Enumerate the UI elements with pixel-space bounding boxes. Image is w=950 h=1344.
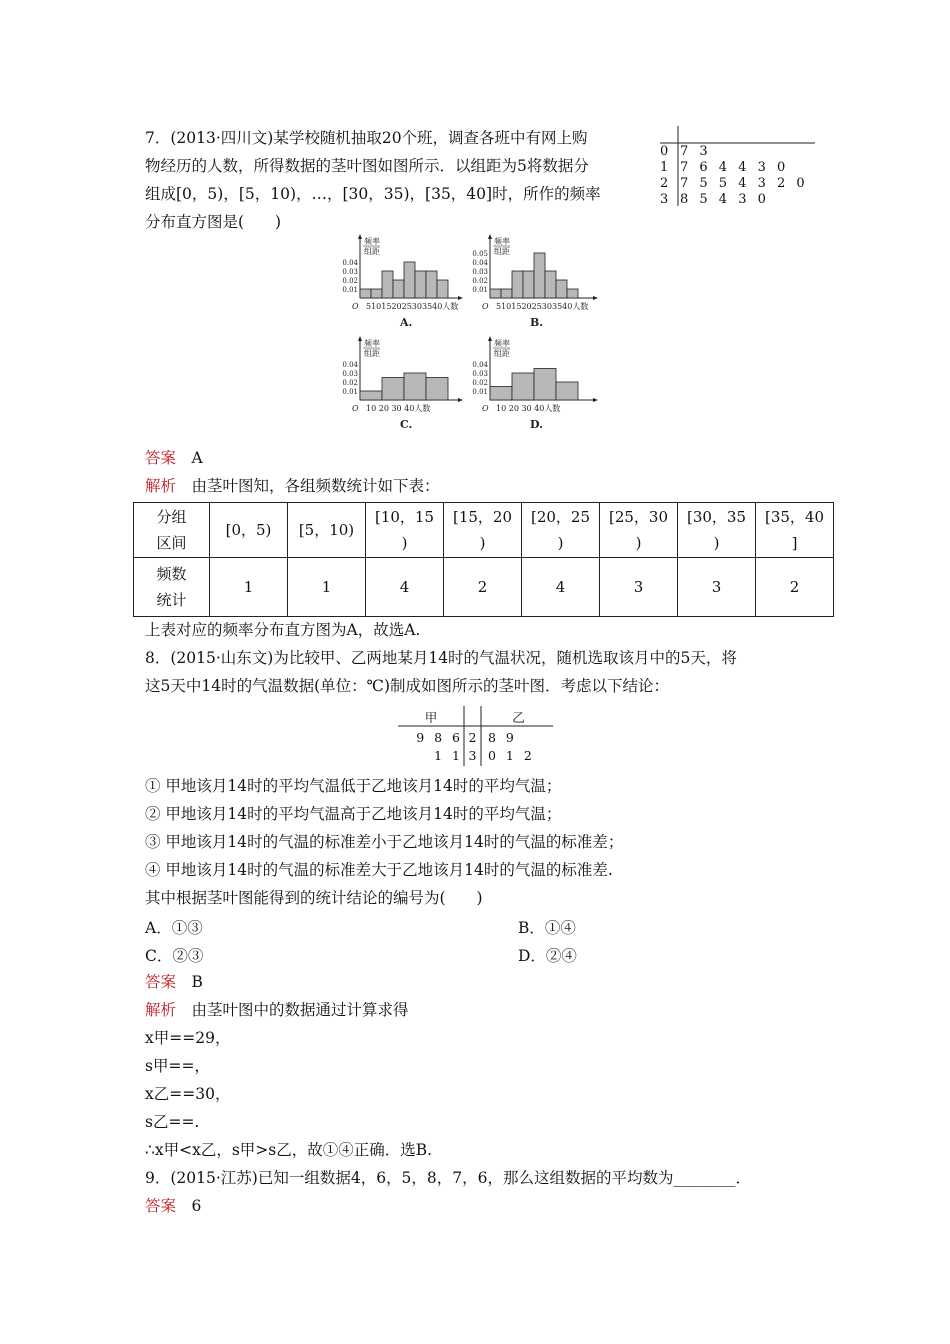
table-cell [756,503,834,558]
table-cell [522,558,600,617]
q8-stem-leaf-plot [398,706,558,768]
x-arrow [593,398,598,402]
cell-text: ) [401,534,408,552]
cell-text: ) [635,534,642,552]
y-arrow [358,234,362,239]
left-leaves: 9 8 6 [416,730,460,745]
histogram-bar [360,289,371,298]
q7-line-1: 7．(2013·四川文)某学校随机抽取20个班，调查各班中有网上购 [145,129,588,147]
origin-label: O [352,302,359,311]
histogram-bar [501,289,512,298]
histogram-bar [567,289,578,298]
origin-label: O [352,404,359,413]
cell-text: [0，5) [225,521,272,539]
y-label-bottom: 组距 [364,247,380,256]
y-label-top: 频率 [364,237,380,246]
table-cell [210,558,288,617]
y-arrow [488,336,492,341]
histogram-bar [426,378,448,401]
histogram-bar [426,271,437,298]
table-cell [134,558,210,617]
table-cell [288,503,366,558]
q8-option-a: A．①③ [145,919,203,937]
y-tick-label: 0.01 [472,388,488,396]
table-cell [210,503,288,558]
q8-question: 其中根据茎叶图能得到的统计结论的编号为( ) [145,889,483,907]
histogram-b [468,234,613,334]
y-label-top: 频率 [494,237,510,246]
histogram-bar [512,271,523,298]
y-tick-label: 0.04 [472,361,488,369]
cell-text: [30，35 [686,508,747,526]
x-tick-labels: 10 20 30 40人数 [496,404,561,413]
cell-text: 区间 [156,534,187,552]
cell-text: 2 [789,578,800,596]
cell-text: 1 [321,578,332,596]
cell-text: ) [479,534,486,552]
frequency-table [133,502,834,617]
cell-text: ] [791,534,798,552]
histogram-bar [534,253,545,298]
stem-row: 1 7 6 4 4 3 0 [660,160,786,175]
cell-text: [5，10) [298,521,355,539]
q7-answer: 答案 A [145,449,203,467]
y-tick-label: 0.04 [342,361,358,369]
q8-line-1: 8．(2015·山东文)为比较甲、乙两地某月14时的气温状况，随机选取该月中的5天，将 [145,649,737,667]
table-cell [366,558,444,617]
cell-text: 1 [243,578,254,596]
histogram-bar [512,373,534,400]
right-leaves: 8 9 [488,730,514,745]
q9-answer: 答案 6 [145,1197,202,1215]
cell-text: 统计 [156,591,187,609]
q7-line-4: 分布直方图是( ) [145,213,282,231]
table-cell [600,503,678,558]
stem-row: 2 7 5 5 4 3 2 0 [660,176,805,191]
histogram-bar [382,378,404,401]
x-arrow [593,296,598,300]
table-cell [366,503,444,558]
y-label-top: 频率 [364,339,380,348]
table-row [134,558,834,617]
histogram-bar [437,280,448,298]
histogram-bar [523,271,534,298]
q7-analysis: 解析 由茎叶图知，各组频数统计如下表： [145,477,440,495]
right-leaves: 0 1 2 [488,748,532,763]
stem: 2 [468,730,477,745]
histogram-bar [360,391,382,400]
y-tick-label: 0.03 [472,370,488,378]
q8-option-c: C．②③ [145,947,204,965]
table-cell [600,558,678,617]
y-arrow [488,234,492,239]
stem: 3 [468,748,477,763]
histogram-bar [490,387,512,401]
histogram-bar [404,373,426,400]
table-cell [756,558,834,617]
y-tick-label: 0.01 [472,286,488,294]
table-cell [678,503,756,558]
y-tick-label: 0.03 [472,268,488,276]
table-row [134,503,834,558]
cell-text: 3 [711,578,722,596]
q8-option-d: D．②④ [518,947,577,965]
histogram-bar [556,382,578,400]
q7-question [145,124,650,236]
x-tick-labels: 10 20 30 40人数 [366,404,431,413]
histogram-c [338,336,468,436]
q7-conclusion: 上表对应的频率分布直方图为A，故选A. [145,621,421,639]
y-tick-label: 0.02 [342,277,358,285]
cell-text: ) [713,534,720,552]
histogram-a [338,234,468,334]
q8-analysis: 解析 由茎叶图中的数据通过计算求得 [145,1001,409,1019]
cell-text: [25，30 [608,508,669,526]
histogram-bar [556,280,567,298]
origin-label: O [482,404,489,413]
option-label: C. [400,418,413,431]
y-tick-label: 0.02 [472,379,488,387]
table-cell [134,503,210,558]
table-cell [288,558,366,617]
histogram-bar [490,289,501,298]
y-label-bottom: 组距 [494,247,510,256]
stem-row: 3 8 5 4 3 0 [660,192,766,207]
y-label-bottom: 组距 [494,349,510,358]
table-cell [444,503,522,558]
cell-text: 4 [555,578,566,596]
cell-text: 4 [399,578,410,596]
y-tick-label: 0.04 [472,259,488,267]
cell-text: 频数 [156,565,187,583]
x-tick-labels: 510152025303540人数 [496,302,589,311]
q8-statement-4: ④ 甲地该月14时的气温的标准差大于乙地该月14时的气温的标准差. [145,861,613,879]
histogram-bar [534,369,556,401]
q8-calc-5: ∴x甲<x乙，s甲>s乙，故①④正确．选B. [145,1141,433,1159]
q7-line-3: 组成[0，5)，[5，10)，…，[30，35)，[35，40]时，所作的频率 [145,185,601,203]
y-label-bottom: 组距 [364,349,380,358]
option-label: A. [400,316,413,329]
cell-text: 3 [633,578,644,596]
cell-text: 分组 [156,508,187,526]
q9-question: 9．(2015·江苏)已知一组数据4，6，5，8，7，6，那么这组数据的平均数为________． [145,1169,752,1187]
y-tick-label: 0.04 [342,259,358,267]
histogram-bar [371,289,382,298]
histogram-bar [393,280,404,298]
q8-statement-1: ① 甲地该月14时的平均气温低于乙地该月14时的平均气温； [145,777,562,795]
cell-text: ) [557,534,564,552]
x-arrow [458,398,463,402]
cell-text: [20，25 [530,508,591,526]
q8-statement-3: ③ 甲地该月14时的气温的标准差小于乙地该月14时的气温的标准差； [145,833,624,851]
q8-statement-2: ② 甲地该月14时的平均气温高于乙地该月14时的平均气温； [145,805,562,823]
y-tick-label: 0.05 [472,250,488,258]
y-tick-label: 0.03 [342,370,358,378]
y-tick-label: 0.03 [342,268,358,276]
option-label: B. [530,316,544,329]
cell-text: [10，15 [374,508,435,526]
y-tick-label: 0.01 [342,286,358,294]
q8-calc-2: s甲==， [145,1057,210,1075]
q8-option-b: B．①④ [518,919,576,937]
q7-line-2: 物经历的人数，所得数据的茎叶图如图所示．以组距为5将数据分 [145,157,589,175]
q8-calc-1: x甲==29， [145,1029,231,1047]
y-label-top: 频率 [494,339,510,348]
table-cell [444,558,522,617]
cell-text: [15，20 [452,508,513,526]
histogram-bar [415,271,426,298]
left-title: 甲 [424,710,438,725]
table-cell [678,558,756,617]
q8-line-2: 这5天中14时的气温数据(单位：℃)制成如图所示的茎叶图．考虑以下结论： [145,677,670,695]
x-arrow [458,296,463,300]
table-cell [522,503,600,558]
left-leaves: 1 1 [434,748,460,763]
histogram-bar [545,271,556,298]
y-tick-label: 0.02 [342,379,358,387]
histogram-d [468,336,613,436]
histogram-bar [382,271,393,298]
cell-text: [35，40 [764,508,825,526]
q8-calc-4: s乙==. [145,1113,200,1131]
origin-label: O [482,302,489,311]
option-label: D. [530,418,543,431]
q7-stem-leaf-plot [660,126,820,210]
y-arrow [358,336,362,341]
y-tick-label: 0.02 [472,277,488,285]
q8-calc-3: x乙==30， [145,1085,231,1103]
y-tick-label: 0.01 [342,388,358,396]
cell-text: 2 [477,578,488,596]
stem-row: 0 7 3 [660,144,708,159]
x-tick-labels: 510152025303540人数 [366,302,459,311]
histogram-bar [404,262,415,298]
q8-answer: 答案 B [145,973,203,991]
right-title: 乙 [512,710,525,725]
